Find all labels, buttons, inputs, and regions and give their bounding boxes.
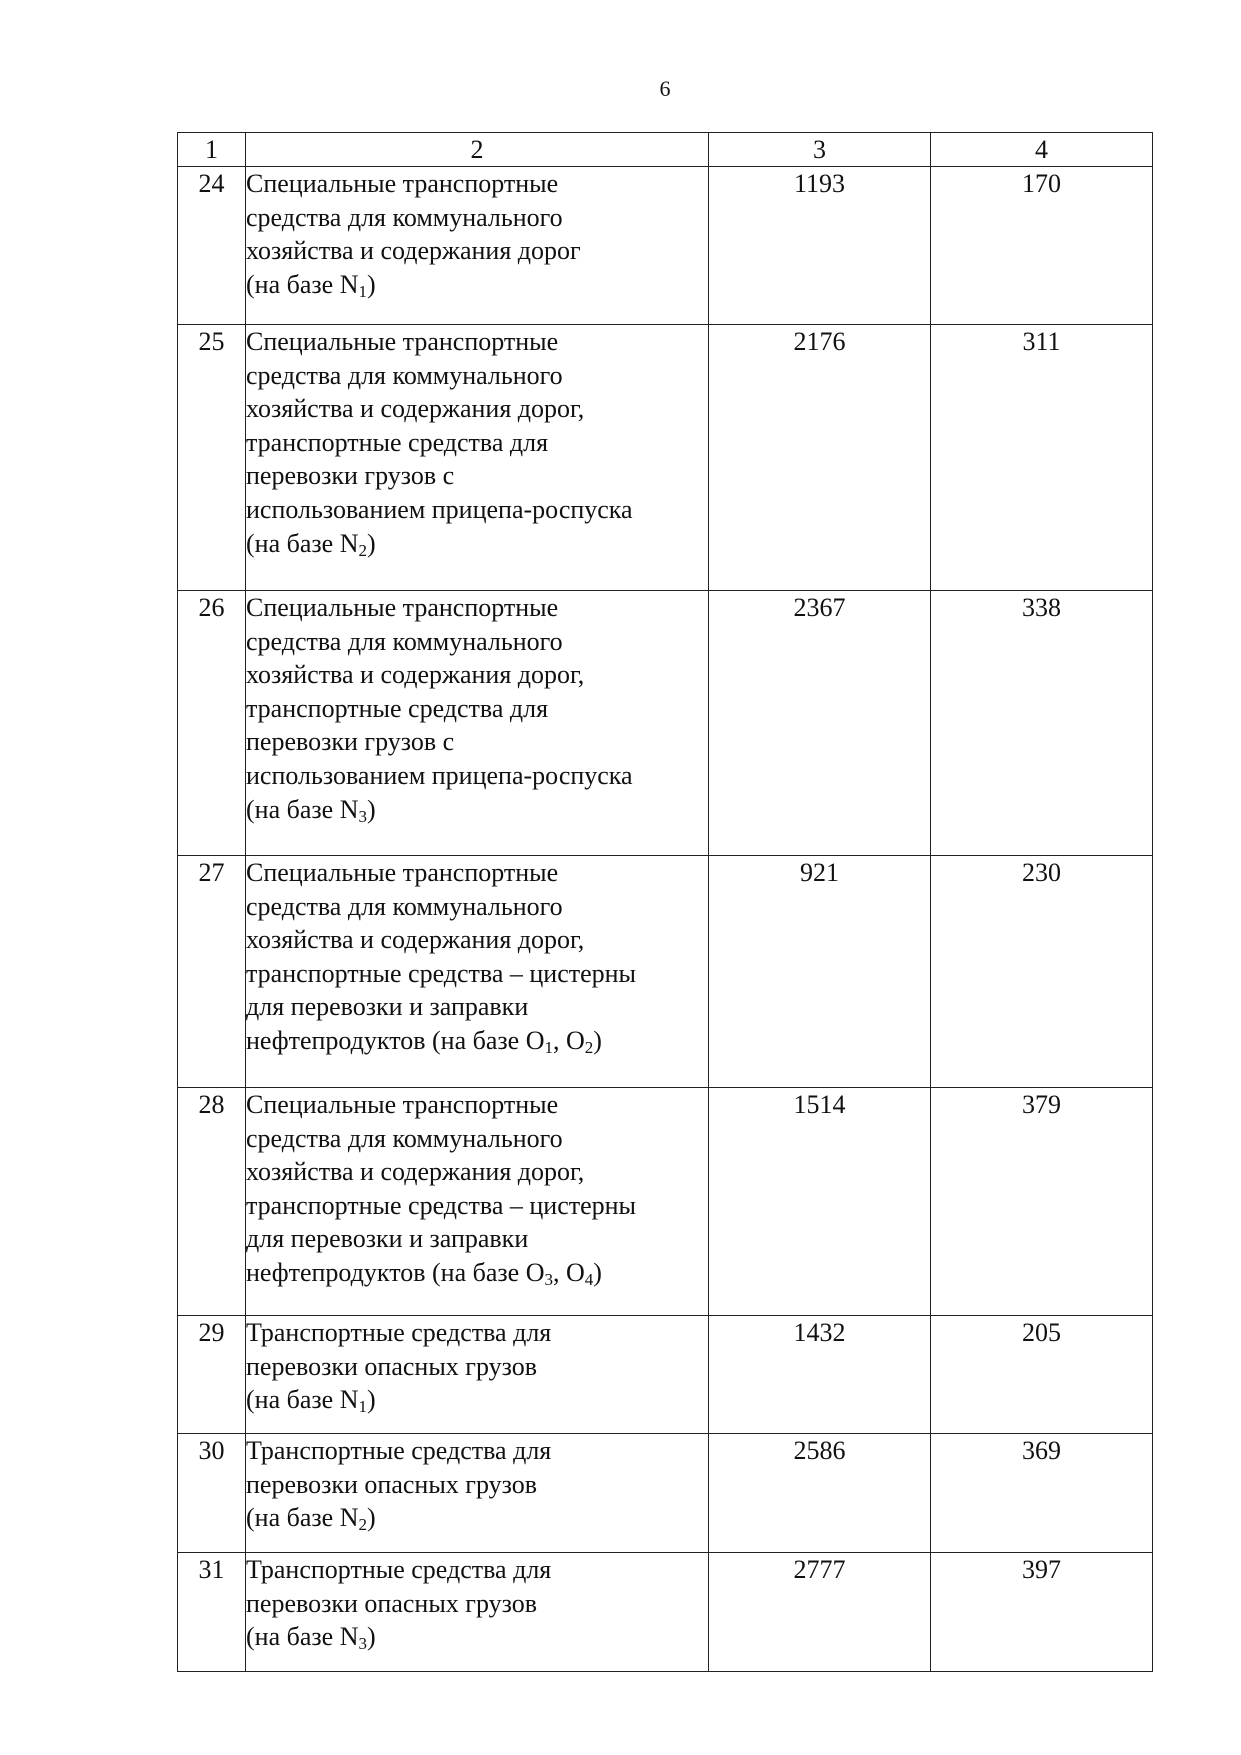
description-line: использованием прицепа-роспуска xyxy=(246,760,633,790)
description-line: транспортные средства для xyxy=(246,693,549,723)
row-value-col3: 2176 xyxy=(709,325,931,591)
row-value-col3: 2586 xyxy=(709,1434,931,1553)
description-line: (на базе $N_2$) xyxy=(246,1503,376,1535)
row-value-col3: 1193 xyxy=(709,167,931,325)
description-line: (на базе $N_3$) xyxy=(246,794,376,826)
page-number: 6 xyxy=(659,76,671,101)
description-line: нефтепродуктов (на базе $O_3$, $O_4$) xyxy=(246,1257,602,1289)
description-line: средства для коммунального xyxy=(246,626,563,656)
row-value-col3: 921 xyxy=(709,856,931,1088)
description-line: транспортные средства для xyxy=(246,427,549,457)
description-line: (на базе $N_1$) xyxy=(246,269,376,301)
description-line: хозяйства и содержания дорог, xyxy=(246,660,585,690)
row-description xyxy=(246,1088,709,1316)
row-number: 25 xyxy=(178,325,246,591)
row-value-col3: 2367 xyxy=(709,591,931,856)
description-line: Специальные транспортные xyxy=(246,858,559,887)
row-number: 27 xyxy=(178,856,246,1088)
description-line: средства для коммунального xyxy=(246,360,563,390)
description-line: Транспортные средства для xyxy=(246,1318,552,1347)
row-description xyxy=(246,1553,709,1672)
description-line: транспортные средства – цистерны xyxy=(246,958,637,988)
table-row xyxy=(178,325,1153,591)
row-value-col4: 205 xyxy=(931,1316,1153,1434)
description-line: хозяйства и содержания дорог xyxy=(246,236,581,266)
description-line: хозяйства и содержания дорог, xyxy=(246,394,585,424)
header-cell-3: 3 xyxy=(709,133,931,167)
description-line: Специальные транспортные xyxy=(246,169,559,198)
table-row xyxy=(178,1088,1153,1316)
data-table xyxy=(177,132,1153,1672)
header-cell-1: 1 xyxy=(178,133,246,167)
description-line: хозяйства и содержания дорог, xyxy=(246,1157,585,1187)
row-value-col4: 397 xyxy=(931,1553,1153,1672)
description-line: хозяйства и содержания дорог, xyxy=(246,925,585,955)
row-description xyxy=(246,325,709,591)
row-value-col4: 379 xyxy=(931,1088,1153,1316)
description-line: перевозки грузов с xyxy=(246,727,455,757)
row-value-col4: 311 xyxy=(931,325,1153,591)
row-value-col3: 1514 xyxy=(709,1088,931,1316)
row-value-col4: 338 xyxy=(931,591,1153,856)
row-value-col3: 2777 xyxy=(709,1553,931,1672)
row-value-col4: 230 xyxy=(931,856,1153,1088)
table-row xyxy=(178,1434,1153,1553)
description-line: (на базе $N_3$) xyxy=(246,1622,376,1654)
description-line: Специальные транспортные xyxy=(246,593,559,622)
description-line: перевозки опасных грузов xyxy=(246,1351,538,1381)
description-line: Специальные транспортные xyxy=(246,1090,559,1119)
description-line: Транспортные средства для xyxy=(246,1436,552,1465)
row-value-col4: 369 xyxy=(931,1434,1153,1553)
description-line: для перевозки и заправки xyxy=(246,992,529,1022)
description-line: перевозки опасных грузов xyxy=(246,1469,538,1499)
row-number: 31 xyxy=(178,1553,246,1672)
description-line: нефтепродуктов (на базе $O_1$, $O_2$) xyxy=(246,1025,602,1057)
description-line: Специальные транспортные xyxy=(246,327,559,356)
table-row xyxy=(178,856,1153,1088)
description-line: средства для коммунального xyxy=(246,1123,563,1153)
row-description xyxy=(246,591,709,856)
row-number: 30 xyxy=(178,1434,246,1553)
row-description xyxy=(246,167,709,325)
row-value-col4: 170 xyxy=(931,167,1153,325)
row-number: 24 xyxy=(178,167,246,325)
table-row xyxy=(178,1553,1153,1672)
description-line: транспортные средства – цистерны xyxy=(246,1190,637,1220)
description-line: (на базе $N_1$) xyxy=(246,1385,376,1417)
description-line: средства для коммунального xyxy=(246,202,563,232)
row-description xyxy=(246,856,709,1088)
row-number: 29 xyxy=(178,1316,246,1434)
row-description xyxy=(246,1434,709,1553)
row-value-col3: 1432 xyxy=(709,1316,931,1434)
header-cell-2: 2 xyxy=(246,133,709,167)
description-line: средства для коммунального xyxy=(246,891,563,921)
header-row xyxy=(178,133,1153,167)
description-line: (на базе $N_2$) xyxy=(246,528,376,560)
description-line: для перевозки и заправки xyxy=(246,1224,529,1254)
description-line: Транспортные средства для xyxy=(246,1555,552,1584)
row-number: 28 xyxy=(178,1088,246,1316)
description-line: перевозки опасных грузов xyxy=(246,1588,538,1618)
table-row xyxy=(178,167,1153,325)
table-row xyxy=(178,591,1153,856)
row-description xyxy=(246,1316,709,1434)
description-line: использованием прицепа-роспуска xyxy=(246,494,633,524)
row-number: 26 xyxy=(178,591,246,856)
description-line: перевозки грузов с xyxy=(246,461,455,491)
header-cell-4: 4 xyxy=(931,133,1153,167)
table-row xyxy=(178,1316,1153,1434)
